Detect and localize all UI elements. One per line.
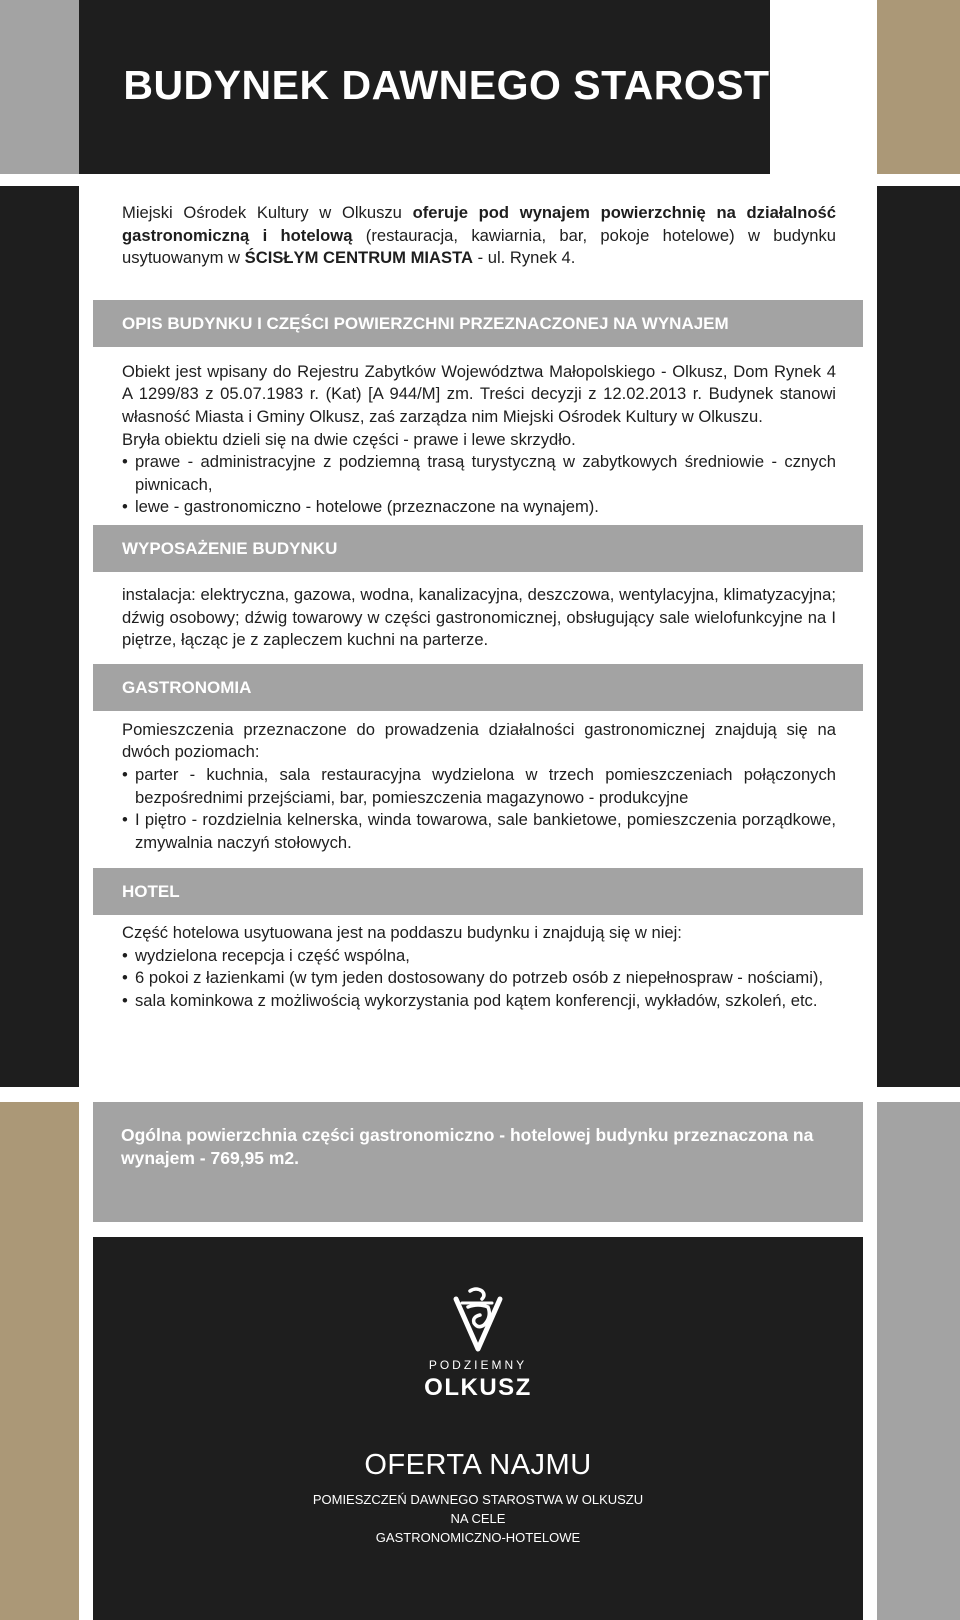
opis-paragraph: Obiekt jest wpisany do Rejestru Zabytków Województwa Małopolskiego - Olkusz, Dom Rynek 4 A 1299/83 z 05.07.1983 r. (Kat) [A 944/M] zm. Treści decyzji z 12.02.2013 r. Budynek stanowi własność Miasta i Gminy Olkusz, zaś zarządza nim Miejski Ośrodek Kultury w Olkuszu. bbox=[122, 361, 836, 426]
intro-bold-2: ŚCISŁYM CENTRUM MIASTA bbox=[244, 248, 473, 268]
opis-list bbox=[93, 451, 863, 519]
side-block-mid-left bbox=[0, 186, 79, 1087]
opis-paragraph-2: Bryła obiektu dzieli się na dwie części - prawe i lewe skrzydło. bbox=[122, 429, 576, 449]
summary-band bbox=[93, 1102, 863, 1222]
offer-subtitle-line-1: POMIESZCZEŃ DAWNEGO STAROSTWA W OLKUSZU bbox=[312, 1492, 644, 1507]
section-heading-gastronomia: GASTRONOMIA bbox=[93, 664, 863, 711]
offer-title: OFERTA NAJMU bbox=[364, 1449, 592, 1481]
content-area bbox=[93, 186, 863, 1013]
list-item: • wydzielona recepcja i część wspólna, bbox=[122, 945, 836, 968]
offer-subtitle-line-3: GASTRONOMICZNO-HOTELOWE bbox=[375, 1530, 581, 1545]
list-item: • lewe - gastronomiczno - hotelowe (przeznaczone na wynajem). bbox=[122, 496, 836, 519]
logo-text-small: PODZIEMNY bbox=[428, 1358, 528, 1372]
logo-text-big: OLKUSZ bbox=[424, 1374, 532, 1401]
hotel-paragraph: Część hotelowa usytuowana jest na poddaszu budynku i znajdują się w niej: bbox=[122, 923, 682, 943]
intro-paragraph bbox=[93, 202, 863, 270]
footer-band bbox=[93, 1237, 863, 1620]
list-item: • prawe - administracyjne z podziemną trasą turystyczną w zabytkowych średniowie - cznych piwnicach, bbox=[122, 451, 836, 496]
list-item: • 6 pokoi z łazienkami (w tym jeden dostosowany do potrzeb osób z niepełnospraw - nościami), bbox=[122, 967, 836, 990]
hotel-list bbox=[93, 945, 863, 1013]
section-heading-wyposazenie: WYPOSAŻENIE BUDYNKU bbox=[93, 525, 863, 572]
section-heading-hotel: HOTEL bbox=[93, 868, 863, 915]
list-item: • sala kominkowa z możliwością wykorzystania pod kątem konferencji, wykładów, szkoleń, etc. bbox=[122, 990, 836, 1013]
side-block-mid-right bbox=[877, 186, 960, 1087]
intro-text-2: (restauracja, kawiarnia, bar, pokoje hotelowe) w budynku usytuowanym w bbox=[122, 225, 837, 268]
offer-subtitle-line-2: NA CELE bbox=[450, 1511, 506, 1526]
title-band bbox=[0, 0, 837, 174]
gastronomia-list bbox=[93, 764, 863, 854]
section-heading-opis: OPIS BUDYNKU I CZĘŚCI POWIERZCHNI PRZEZNACZONEJ NA WYNAJEM bbox=[93, 300, 863, 347]
podziemny-olkusz-logo-icon bbox=[448, 1285, 508, 1355]
intro-bold-1: oferuje pod wynajem powierzchnię na działalność gastronomiczną i hotelową bbox=[122, 203, 836, 245]
list-item: • I piętro - rozdzielnia kelnerska, winda towarowa, sale bankietowe, pomieszczenia porządkowe, zmywalnia naczyń stołowych. bbox=[122, 809, 836, 854]
wyposazenie-paragraph: instalacja: elektryczna, gazowa, wodna, kanalizacyjna, deszczowa, wentylacyjna, klimatyzacyjna; dźwig osobowy; dźwig towarowy w części gastronomicznej, obsługujący sale wielofunkcyjne na I piętrze, łącząc je z zapleczem kuchni na parterze. bbox=[122, 584, 836, 650]
page-title: BUDYNEK DAWNEGO STAROSTWA bbox=[123, 62, 837, 108]
list-item: • parter - kuchnia, sala restauracyjna wydzielona w trzech pomieszczeniach połączonych bezpośrednimi przejściami, bar, pomieszczenia magazynowo - produkcyjne bbox=[122, 764, 836, 809]
gastronomia-paragraph: Pomieszczenia przeznaczone do prowadzenia działalności gastronomicznej znajdują się na dwóch poziomach: bbox=[122, 719, 836, 762]
intro-text-3: - ul. Rynek 4. bbox=[472, 248, 576, 268]
summary-text: Ogólna powierzchnia części gastronomiczno - hotelowej budynku przeznaczona na wynajem - 769,95 m2. bbox=[121, 1125, 814, 1168]
intro-text-1: Miejski Ośrodek Kultury w Olkuszu bbox=[122, 203, 413, 222]
side-block-bottom-right bbox=[877, 1102, 960, 1620]
side-block-bottom-left bbox=[0, 1102, 79, 1620]
